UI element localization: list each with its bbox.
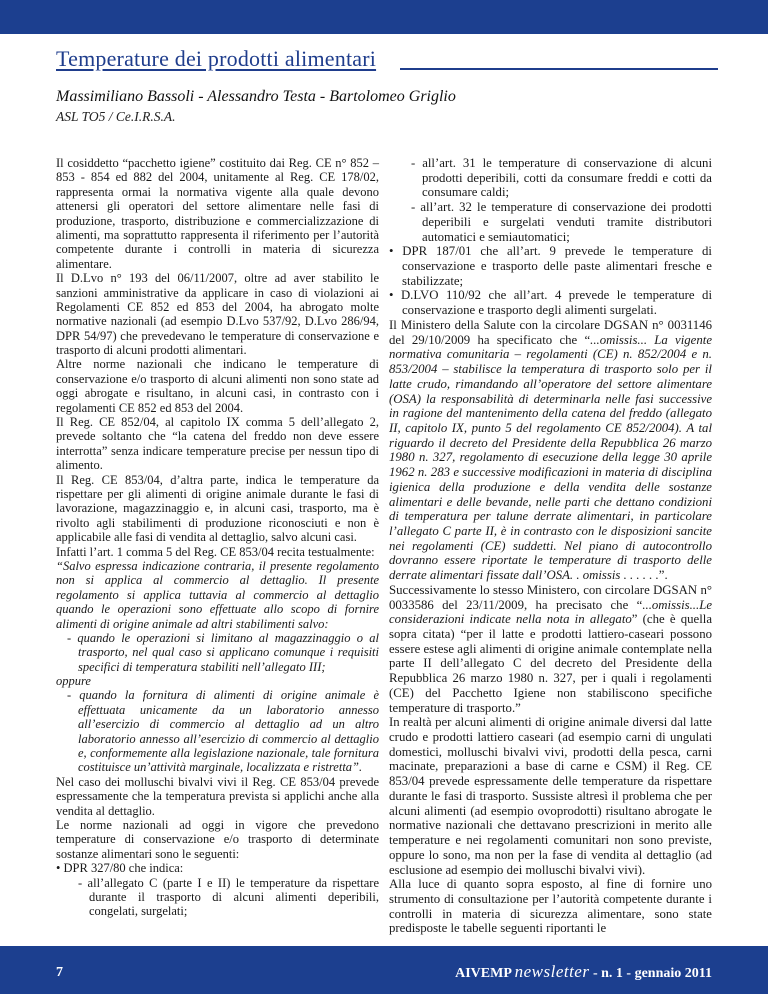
paragraph: Infatti l’art. 1 comma 5 del Reg. CE 853/04 recita testualmente:: [56, 544, 375, 559]
paragraph: [389, 583, 712, 715]
quoted-text: ...omissis...Le considerazioni indicate nella nota in allegato: [389, 597, 712, 627]
paragraph: • DPR 187/01 che all’art. 9 prevede le temperature di conservazione e trasporto delle paste alimentari fresche e stabilizzate;: [389, 244, 712, 288]
paragraph-text-tail: ” (che è quella sopra citata) “per il latte e prodotti lattiero-caseari possono essere estese agli alimenti di origine animale contemplate nella parte II dell’allegato C del decreto del Presidente della Repubblica 26 marzo 1980 n. 327, per i quali i regolamenti (CE) del Pacchetto Igiene non stabiliscono specifiche temperature di trasporto.”: [389, 612, 713, 715]
article-title: Temperature dei prodotti alimentari: [56, 46, 377, 71]
article-header: [56, 46, 718, 125]
paragraph: Nel caso dei molluschi bivalvi vivi il Reg. CE 853/04 prevede espressamente che la temperatura prevista si applichi anche alla vendita al dettaglio.: [56, 774, 379, 818]
paragraph: - quando la fornitura di alimenti di origine animale è effettuata unicamente da un laboratorio annesso all’esercizio di commercio al dettaglio ad un altro laboratorio annesso all’esercizio di commercio al dettaglio e, conformemente alla legislazione nazionale, tale fornitura costituisce un’attività marginale, localizzata e ristretta”.: [67, 688, 379, 775]
magazine-issue: [455, 962, 712, 982]
magazine-issue-number: - n. 1 - gennaio 2011: [592, 966, 712, 981]
title-rule: [400, 68, 718, 70]
paragraph: “Salvo espressa indicazione contraria, il presente regolamento non si applica al commercio al dettaglio. Il presente regolamento si applica tuttavia al commercio al dettaglio quando le operazioni sono effettuate allo scopo di fornire alimenti di origine animale ad altri stabilimenti salvo:: [56, 558, 379, 631]
paragraph: - all’art. 32 le temperature di conservazione dei prodotti deperibili e surgelati venduti tramite distributori automatici e semiautomatici;: [411, 200, 712, 244]
article-affiliation: ASL TO5 / Ce.I.R.S.A.: [56, 109, 176, 124]
left-column: [56, 156, 379, 919]
paragraph: Il cosiddetto “pacchetto igiene” costituito dai Reg. CE n° 852 – 853 - 854 ed 882 del 2004, unitamente al Reg. CE 178/02, rappresenta ormai la normativa vigente alla quale devono attenersi gli operatori del settore alimentare nelle fasi di produzione, trasporto, distribuzione e commercializzazione di alimenti, ma soprattutto rappresenta il riferimento per l’autorità competente durante i controlli in materia di sicurezza alimentare.: [56, 156, 379, 271]
paragraph: Il D.Lvo n° 193 del 06/11/2007, oltre ad aver stabilito le sanzioni amministrative da applicare in caso di violazioni ai Regolamenti CE 852 ed 853 del 2004, ha abrogato molte normative nazionali (ad esempio D.Lvo 537/92, D.Lvo 286/94, DPR 54/97) che prevedevano le temperature di conservazione e trasporto di alcuni prodotti alimentari.: [56, 271, 379, 358]
footer-band: [0, 946, 768, 994]
paragraph-text-tail: ”.: [658, 568, 668, 583]
paragraph: Le norme nazionali ad oggi in vigore che prevedono temperature di conservazione e/o trasporto di determinate sostanze alimentari sono le seguenti:: [56, 817, 379, 861]
page-number: 7: [56, 965, 63, 980]
quoted-text: ...omissis... La vigente normativa comunitaria – regolamenti (CE) n. 852/2004 e n. 853/2004 – stabilisce la temperatura di trasporto solo per il latte crudo, rimandando all’operatore del settore alimentare (OSA) la responsabilità di determinarla nelle fasi successive in ragione del mantenimento della catena del freddo (allegato II, capitolo IX, punto 5 del regolamento CE 852/2004). A tal riguardo il decreto del Presidente della Repubblica 26 marzo 1980 n. 327, regolamento di esecuzione della legge 30 aprile 1962 n. 283 e successive modificazioni in materia di disciplina igienica della produzione e della vendita delle sostanze alimentari e delle bevande, nelle parti che dettano condizioni di temperatura per talune derrate alimentari, in particolare l’allegato C parte II, è in contrasto con le disposizioni sancite nei regolamenti (CE) suddetti. Nel piano di autocontrollo dovranno essere riportate le temperature di trasporto delle derrate alimentari fissate dall’OSA. . omissis . . . . . .: [389, 332, 712, 583]
right-column: [389, 156, 712, 936]
paragraph: Il Reg. CE 853/04, d’altra parte, indica le temperature da rispettare per gli alimenti di origine animale durante le fasi di lavorazione, magazzinaggio e, in alcuni casi, trasporto, ma è rivolto agli stabilimenti di produzione riconosciuti e non è applicabile alle fasi di vendita al dettaglio, salvo alcuni casi.: [56, 472, 379, 545]
magazine-prefix: AIVEMP: [455, 966, 512, 981]
magazine-newsletter: newsletter: [514, 962, 590, 981]
paragraph: - quando le operazioni si limitano al magazzinaggio o al trasporto, nel qual caso si applicano comunque i requisiti specifici di temperatura stabiliti nell’allegato III;: [67, 630, 379, 674]
paragraph: [389, 318, 712, 583]
paragraph: • DPR 327/80 che indica:: [56, 861, 184, 876]
paragraph: - all’art. 31 le temperature di conservazione di alcuni prodotti deperibili, cotti da consumare freddi e cotti da consumare caldi;: [411, 156, 712, 200]
article-authors: Massimiliano Bassoli - Alessandro Testa - Bartolomeo Griglio: [56, 88, 456, 105]
paragraph-text: Successivamente lo stesso Ministero, con circolare DGSAN n° 0033586 del 23/11/2009, ha precisato che “: [389, 582, 712, 612]
paragraph: oppure: [56, 674, 91, 689]
paragraph: Altre norme nazionali che indicano le temperature di conservazione e/o trasporto di alcuni alimenti non sono state ad oggi abrogate e risultano, in alcuni casi, in contrasto con i regolamenti CE 852 ed 853 del 2004.: [56, 357, 379, 415]
paragraph: • D.LVO 110/92 che all’art. 4 prevede le temperature di conservazione e trasporto degli alimenti surgelati.: [389, 288, 712, 318]
header-band: [0, 0, 768, 34]
paragraph: In realtà per alcuni alimenti di origine animale diversi dal latte crudo e prodotti lattiero caseari (ad esempio carni di ungulati domestici, molluschi bivalvi vivi, prodotti della pesca, carni macinate, preparazioni a base di carne e CSM) il Reg. CE 853/04 prevede espressamente delle temperature da rispettare durante le fasi di trasporto. Sussiste altresì il problema che per alcuni alimenti (ad esempio ovoprodotti) risultano abrogate le normative nazionali che dettavano prescrizioni in merito alle temperature e nei regolamenti comunitari non sono previste, oppure lo sono, ma non per la fase di vendita al dettaglio (ad esclusione ad esempio dei molluschi bivalvi vivi).: [389, 715, 712, 877]
paragraph: Il Reg. CE 852/04, al capitolo IX comma 5 dell’allegato 2, prevede soltanto che “la catena del freddo non deve essere interrotta” senza indicare temperature precise per nessun tipo di alimento.: [56, 415, 379, 473]
paragraph: - all’allegato C (parte I e II) le temperature da rispettare durante il trasporto di alcuni alimenti deperibili, congelati, surgelati;: [78, 875, 379, 919]
paragraph-text: Il Ministero della Salute con la circolare DGSAN n° 0031146 del 29/10/2009 ha specificato che “: [389, 317, 712, 347]
paragraph: Alla luce di quanto sopra esposto, al fine di fornire uno strumento di consultazione per l’autorità competente durante i controlli in materia di sicurezza alimentare, sono state predisposte le tabelle seguenti riportanti le: [389, 877, 712, 936]
